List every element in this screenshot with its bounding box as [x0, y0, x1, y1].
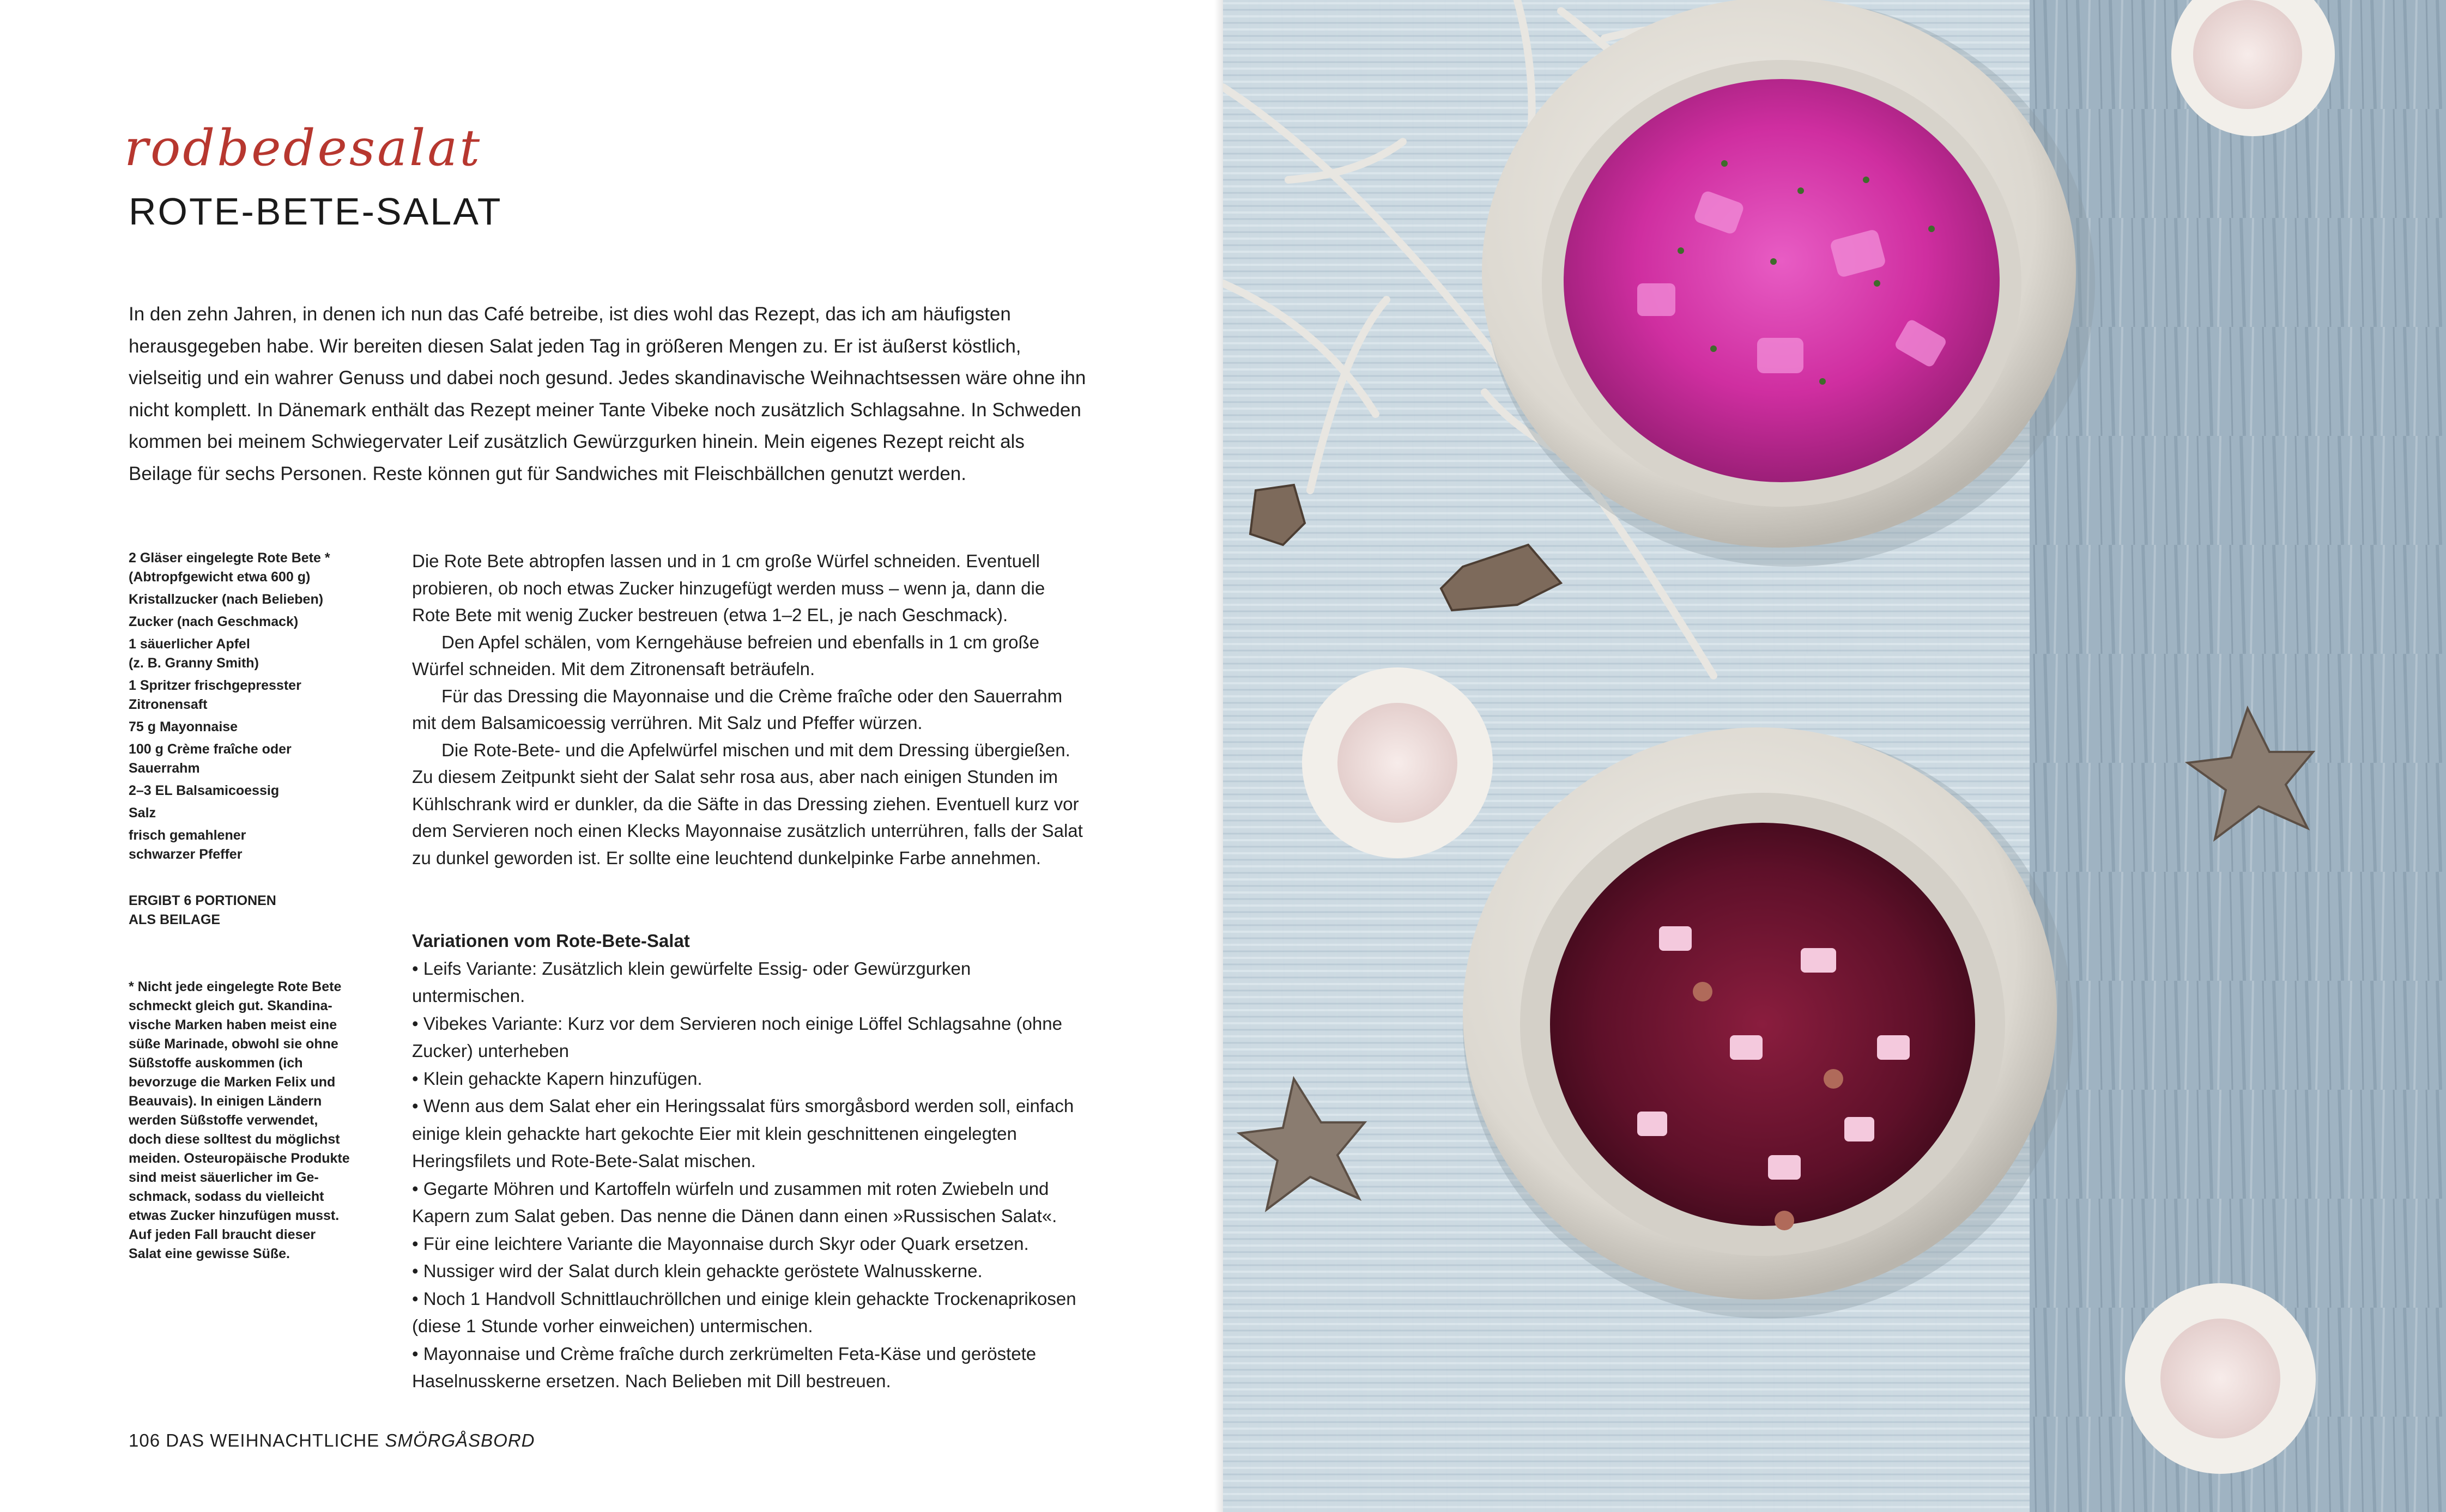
- variations-list: [412, 955, 1088, 1395]
- recipe-title: ROTE-BETE-SALAT: [129, 190, 502, 233]
- variation-item: • Klein gehackte Kapern hinzufügen.: [412, 1068, 703, 1089]
- variation-item: • Gegarte Möhren und Kartoffeln würfeln und zusammen mit roten Zwiebeln und Kapern zum Salat geben. Das nenne die Dänen dann einen »Russischen Salat«.: [412, 1178, 1057, 1226]
- footnote: * Nicht jede eingelegte Rote Bete schmeckt gleich gut. Skandina- vische Marken haben meist eine süße Marinade, obwohl sie ohne Süßstoffe auskommen (ich bevorzuge die Marken Felix und Beauvais). In einigen Ländern werden Süßstoffe verwendet, doch diese solltest du möglichst meiden. Osteuropäische Produkte sind meist säuerlicher im Ge- schmack, sodass du vielleicht etwas Zucker hinzufügen musst. Auf jeden Fall braucht dieser Salat eine gewisse Süße.: [129, 979, 350, 1261]
- ingredient-item: 1 säuerlicher Apfel (z. B. Granny Smith): [129, 636, 259, 671]
- ingredient-item: Salz: [129, 805, 156, 821]
- ingredient-item: 2–3 EL Balsamicoessig: [129, 783, 280, 798]
- page-number: 106: [129, 1430, 161, 1450]
- ingredient-item: 75 g Mayonnaise: [129, 719, 238, 734]
- method-step: Für das Dressing die Mayonnaise und die Crème fraîche oder den Sauerrahm mit dem Balsamicoessig verrühren. Mit Salz und Pfeffer würzen.: [412, 685, 1063, 733]
- ingredient-item: 100 g Crème fraîche oder Sauerrahm: [129, 742, 292, 776]
- intro-text: [129, 299, 1088, 490]
- ingredient-item: frisch gemahlener schwarzer Pfeffer: [129, 828, 246, 862]
- variations-section: [412, 927, 1088, 1395]
- variations-heading: Variationen vom Rote-Bete-Salat: [412, 931, 690, 951]
- ingredient-item: 1 Spritzer frischgepresster Zitronensaft: [129, 678, 301, 712]
- ingredient-item: Kristallzucker (nach Belieben): [129, 592, 324, 607]
- method-step: Den Apfel schälen, vom Kerngehäuse befreien und ebenfalls in 1 cm große Würfel schneiden. Mit dem Zitronensaft beträufeln.: [412, 631, 1040, 679]
- method-step: Die Rote Bete abtropfen lassen und in 1 cm große Würfel schneiden. Eventuell probieren, ob noch etwas Zucker hinzugefügt werden muss – wenn ja, dann die Rote Bete mit wenig Zucker bestreuen (etwa 1–2 EL, je nach Geschmack).: [412, 551, 1045, 625]
- variation-item: • Vibekes Variante: Kurz vor dem Servieren noch einige Löffel Schlagsahne (ohne Zucker) unterheben: [412, 1013, 1062, 1061]
- method-steps: [412, 548, 1088, 871]
- bowl-pink-salad: [1482, 0, 2095, 567]
- ingredients-list: [129, 549, 368, 867]
- variation-item: • Noch 1 Handvoll Schnittlauchröllchen und einige klein gehackte Trockenaprikosen (diese 1 Stunde vorher einweichen) untermischen.: [412, 1288, 1076, 1336]
- running-title: DAS WEIHNACHTLICHE: [166, 1430, 380, 1450]
- ingredient-item: Zucker (nach Geschmack): [129, 614, 299, 629]
- variation-item: • Wenn aus dem Salat eher ein Heringssalat fürs smorgåsbord werden soll, einfach einige klein gehackte hart gekochte Eier mit klein geschnittenen eingelegten Heringsfilets und Rote-Bete-Salat mischen.: [412, 1096, 1074, 1171]
- variation-item: • Für eine leichtere Variante die Mayonnaise durch Skyr oder Quark ersetzen.: [412, 1233, 1029, 1254]
- photo-page: [1223, 0, 2446, 1512]
- left-page: [0, 0, 1221, 1512]
- variation-item: • Leifs Variante: Zusätzlich klein gewürfelte Essig- oder Gewürzgurken untermischen.: [412, 958, 971, 1006]
- running-title-italic: SMÖRGÅSBORD: [385, 1430, 535, 1450]
- food-photo: [1223, 0, 2446, 1512]
- ingredient-item: 2 Gläser eingelegte Rote Bete * (Abtropfgewicht etwa 600 g): [129, 550, 330, 585]
- intro-paragraph: In den zehn Jahren, in denen ich nun das Café betreibe, ist dies wohl das Rezept, das ich am häufigsten herausgegeben habe. Wir bereiten diesen Salat jeden Tag in größeren Mengen zu. Er ist äußerst köstlich, vielseitig und ein wahrer Genuss und dabei noch gesund. Jedes skandinavische Weihnachtsessen wäre ohne ihn nicht komplett. In Dänemark enthält das Rezept meiner Tante Vibeke noch zusätzlich Schlagsahne. In Schweden kommen bei meinem Schwiegervater Leif zusätzlich Gewürzgurken hinein. Mein eigenes Rezept reicht als Beilage für sechs Personen. Reste können gut für Sandwiches mit Fleischbällchen genutzt werden.: [129, 303, 1086, 484]
- variation-item: • Mayonnaise und Crème fraîche durch zerkrümelten Feta-Käse und geröstete Haselnusskerne ersetzen. Nach Belieben mit Dill bestreuen.: [412, 1343, 1037, 1391]
- page-footer: [129, 1430, 535, 1451]
- script-title: rodbedesalat: [124, 119, 482, 177]
- method-step: Die Rote-Bete- und die Apfelwürfel mischen und mit dem Dressing übergießen. Zu diesem Zeitpunkt sieht der Salat sehr rosa aus, aber nach einigen Stunden im Kühlschrank wird er dunkler, da die Säfte in das Dressing ziehen. Eventuell kurz vor dem Servieren noch einen Klecks Mayonnaise zusätzlich unterrühren, falls der Salat zu dunkel geworden ist. Er sollte eine leuchtend dunkelpinke Farbe annehmen.: [412, 739, 1083, 868]
- servings-note: ERGIBT 6 PORTIONEN ALS BEILAGE: [129, 893, 276, 927]
- bowl-beet-salad: [1463, 727, 2073, 1319]
- variation-item: • Nussiger wird der Salat durch klein gehackte geröstete Walnusskerne.: [412, 1261, 983, 1281]
